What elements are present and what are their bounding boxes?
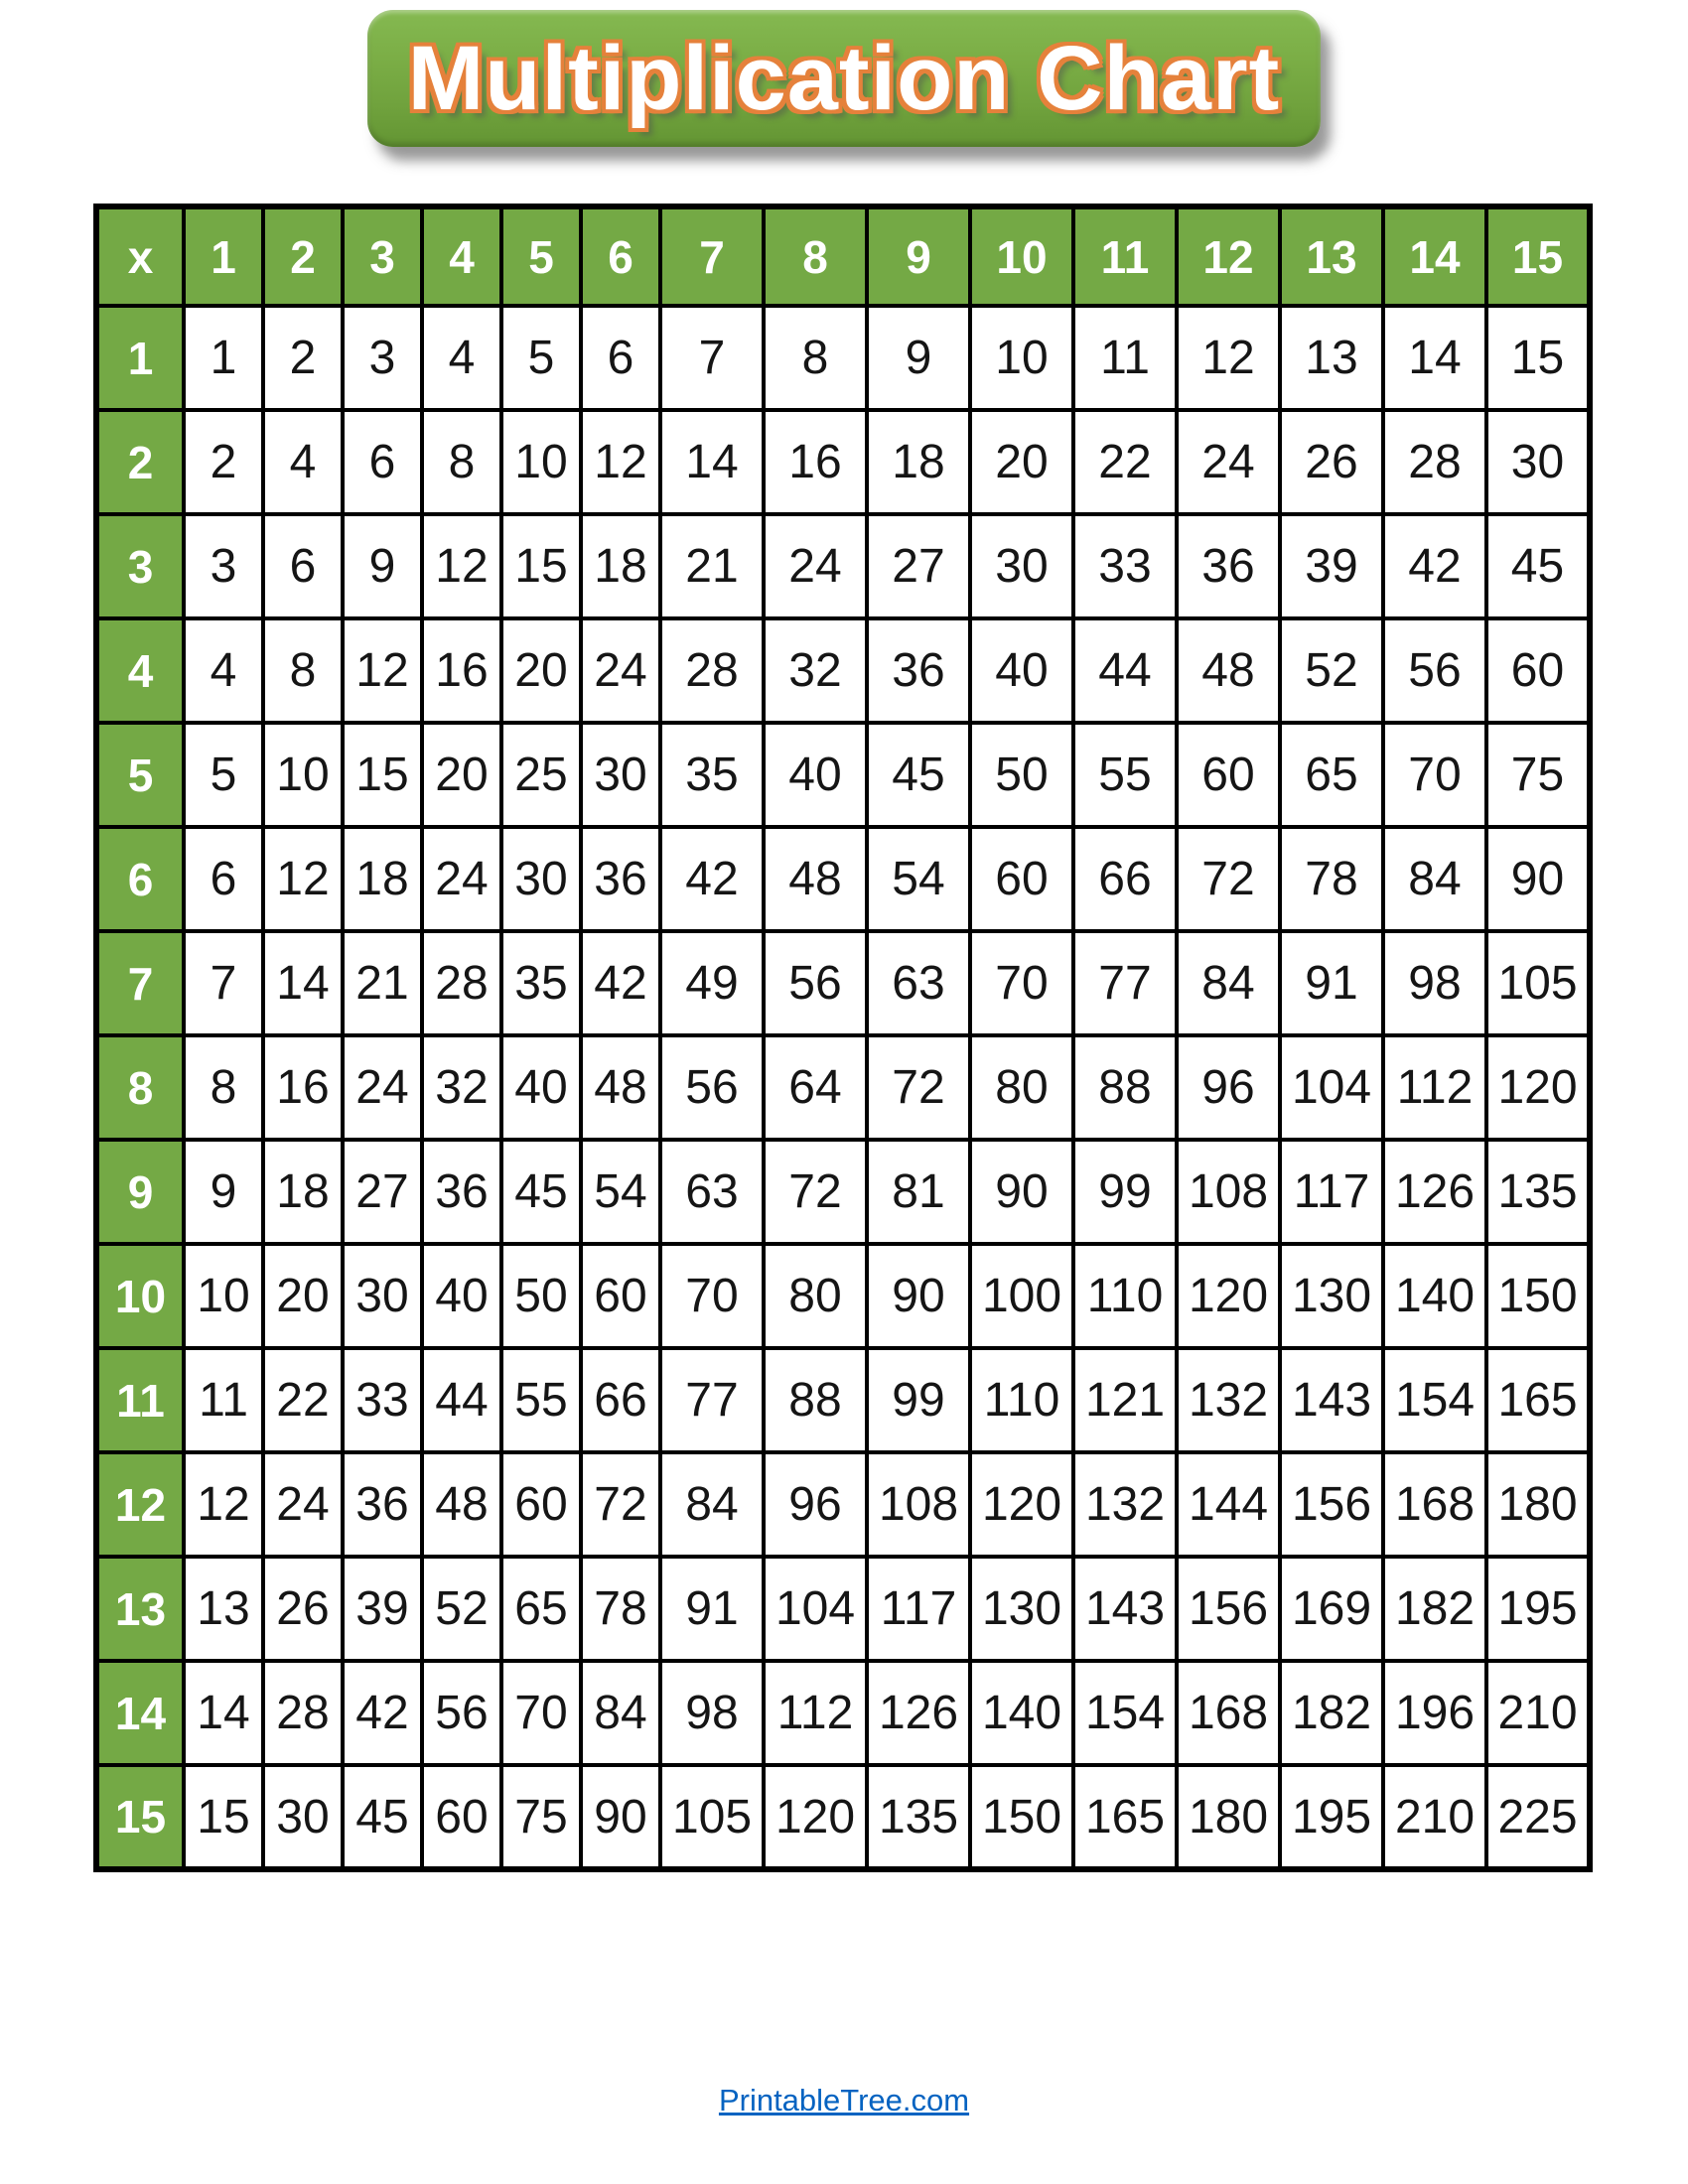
product-cell: 48 — [764, 827, 867, 931]
product-cell: 104 — [764, 1557, 867, 1661]
product-cell: 108 — [867, 1452, 970, 1557]
product-cell: 30 — [263, 1765, 343, 1869]
product-cell: 60 — [1486, 618, 1590, 723]
product-cell: 60 — [1177, 723, 1280, 827]
product-cell: 64 — [764, 1035, 867, 1140]
product-cell: 20 — [501, 618, 581, 723]
product-cell: 80 — [764, 1244, 867, 1348]
product-cell: 52 — [1280, 618, 1383, 723]
product-cell: 40 — [422, 1244, 501, 1348]
product-cell: 14 — [660, 410, 764, 514]
product-cell: 110 — [970, 1348, 1073, 1452]
product-cell: 9 — [343, 514, 422, 618]
product-cell: 3 — [184, 514, 263, 618]
product-cell: 165 — [1073, 1765, 1177, 1869]
product-cell: 66 — [1073, 827, 1177, 931]
table-row — [96, 1661, 1590, 1765]
product-cell: 24 — [422, 827, 501, 931]
product-cell: 72 — [1177, 827, 1280, 931]
product-cell: 36 — [1177, 514, 1280, 618]
product-cell: 150 — [970, 1765, 1073, 1869]
product-cell: 52 — [422, 1557, 501, 1661]
product-cell: 44 — [1073, 618, 1177, 723]
product-cell: 42 — [1383, 514, 1486, 618]
product-cell: 27 — [867, 514, 970, 618]
product-cell: 84 — [581, 1661, 660, 1765]
product-cell: 32 — [422, 1035, 501, 1140]
product-cell: 140 — [970, 1661, 1073, 1765]
product-cell: 36 — [343, 1452, 422, 1557]
product-cell: 12 — [263, 827, 343, 931]
product-cell: 7 — [660, 306, 764, 410]
product-cell: 96 — [1177, 1035, 1280, 1140]
product-cell: 24 — [263, 1452, 343, 1557]
product-cell: 210 — [1486, 1661, 1590, 1765]
column-header: 12 — [1177, 206, 1280, 306]
product-cell: 18 — [343, 827, 422, 931]
product-cell: 112 — [1383, 1035, 1486, 1140]
product-cell: 105 — [660, 1765, 764, 1869]
table-row — [96, 931, 1590, 1035]
product-cell: 98 — [660, 1661, 764, 1765]
column-header: 6 — [581, 206, 660, 306]
product-cell: 32 — [764, 618, 867, 723]
row-header: 6 — [96, 827, 184, 931]
product-cell: 26 — [1280, 410, 1383, 514]
product-cell: 26 — [263, 1557, 343, 1661]
table-row — [96, 1244, 1590, 1348]
product-cell: 96 — [764, 1452, 867, 1557]
product-cell: 75 — [501, 1765, 581, 1869]
product-cell: 182 — [1383, 1557, 1486, 1661]
header-row — [96, 206, 1590, 306]
title-banner — [0, 10, 1688, 147]
product-cell: 54 — [867, 827, 970, 931]
product-cell: 12 — [581, 410, 660, 514]
product-cell: 22 — [1073, 410, 1177, 514]
column-header: 1 — [184, 206, 263, 306]
product-cell: 70 — [660, 1244, 764, 1348]
product-cell: 14 — [184, 1661, 263, 1765]
product-cell: 100 — [970, 1244, 1073, 1348]
product-cell: 4 — [422, 306, 501, 410]
product-cell: 70 — [970, 931, 1073, 1035]
product-cell: 24 — [1177, 410, 1280, 514]
product-cell: 143 — [1073, 1557, 1177, 1661]
product-cell: 180 — [1177, 1765, 1280, 1869]
row-header: 14 — [96, 1661, 184, 1765]
multiplication-table — [93, 204, 1593, 1872]
product-cell: 6 — [184, 827, 263, 931]
product-cell: 6 — [343, 410, 422, 514]
product-cell: 105 — [1486, 931, 1590, 1035]
row-header: 2 — [96, 410, 184, 514]
product-cell: 168 — [1177, 1661, 1280, 1765]
product-cell: 169 — [1280, 1557, 1383, 1661]
product-cell: 120 — [970, 1452, 1073, 1557]
product-cell: 72 — [764, 1140, 867, 1244]
product-cell: 30 — [581, 723, 660, 827]
product-cell: 8 — [764, 306, 867, 410]
product-cell: 55 — [501, 1348, 581, 1452]
table-row — [96, 410, 1590, 514]
product-cell: 56 — [422, 1661, 501, 1765]
product-cell: 24 — [343, 1035, 422, 1140]
table-row — [96, 1557, 1590, 1661]
product-cell: 91 — [660, 1557, 764, 1661]
product-cell: 98 — [1383, 931, 1486, 1035]
product-cell: 13 — [1280, 306, 1383, 410]
product-cell: 150 — [1486, 1244, 1590, 1348]
product-cell: 132 — [1177, 1348, 1280, 1452]
product-cell: 40 — [764, 723, 867, 827]
product-cell: 14 — [1383, 306, 1486, 410]
product-cell: 78 — [1280, 827, 1383, 931]
product-cell: 72 — [581, 1452, 660, 1557]
product-cell: 140 — [1383, 1244, 1486, 1348]
table-row — [96, 1765, 1590, 1869]
product-cell: 77 — [1073, 931, 1177, 1035]
product-cell: 49 — [660, 931, 764, 1035]
product-cell: 70 — [1383, 723, 1486, 827]
table-row — [96, 723, 1590, 827]
product-cell: 3 — [343, 306, 422, 410]
product-cell: 28 — [1383, 410, 1486, 514]
product-cell: 132 — [1073, 1452, 1177, 1557]
product-cell: 104 — [1280, 1035, 1383, 1140]
product-cell: 10 — [263, 723, 343, 827]
table-row — [96, 1140, 1590, 1244]
product-cell: 81 — [867, 1140, 970, 1244]
row-header: 15 — [96, 1765, 184, 1869]
product-cell: 36 — [581, 827, 660, 931]
product-cell: 180 — [1486, 1452, 1590, 1557]
product-cell: 36 — [422, 1140, 501, 1244]
product-cell: 99 — [1073, 1140, 1177, 1244]
product-cell: 84 — [1383, 827, 1486, 931]
product-cell: 12 — [1177, 306, 1280, 410]
product-cell: 90 — [1486, 827, 1590, 931]
row-header: 11 — [96, 1348, 184, 1452]
product-cell: 13 — [184, 1557, 263, 1661]
product-cell: 24 — [764, 514, 867, 618]
product-cell: 168 — [1383, 1452, 1486, 1557]
row-header: 9 — [96, 1140, 184, 1244]
product-cell: 14 — [263, 931, 343, 1035]
product-cell: 12 — [343, 618, 422, 723]
product-cell: 156 — [1280, 1452, 1383, 1557]
product-cell: 182 — [1280, 1661, 1383, 1765]
product-cell: 143 — [1280, 1348, 1383, 1452]
product-cell: 126 — [867, 1661, 970, 1765]
product-cell: 15 — [501, 514, 581, 618]
product-cell: 21 — [343, 931, 422, 1035]
product-cell: 55 — [1073, 723, 1177, 827]
product-cell: 84 — [1177, 931, 1280, 1035]
product-cell: 91 — [1280, 931, 1383, 1035]
product-cell: 1 — [184, 306, 263, 410]
product-cell: 30 — [343, 1244, 422, 1348]
product-cell: 156 — [1177, 1557, 1280, 1661]
product-cell: 11 — [1073, 306, 1177, 410]
product-cell: 78 — [581, 1557, 660, 1661]
row-header: 8 — [96, 1035, 184, 1140]
table-row — [96, 618, 1590, 723]
product-cell: 30 — [970, 514, 1073, 618]
product-cell: 117 — [867, 1557, 970, 1661]
product-cell: 40 — [970, 618, 1073, 723]
product-cell: 24 — [581, 618, 660, 723]
product-cell: 48 — [581, 1035, 660, 1140]
page-title: Multiplication Chart — [407, 27, 1281, 129]
product-cell: 2 — [184, 410, 263, 514]
product-cell: 15 — [343, 723, 422, 827]
product-cell: 48 — [422, 1452, 501, 1557]
product-cell: 72 — [867, 1035, 970, 1140]
product-cell: 135 — [1486, 1140, 1590, 1244]
product-cell: 30 — [501, 827, 581, 931]
row-header: 5 — [96, 723, 184, 827]
product-cell: 35 — [501, 931, 581, 1035]
product-cell: 225 — [1486, 1765, 1590, 1869]
table-row — [96, 514, 1590, 618]
footer-link[interactable]: PrintableTree.com — [718, 2083, 970, 2117]
product-cell: 45 — [501, 1140, 581, 1244]
column-header: 15 — [1486, 206, 1590, 306]
product-cell: 28 — [660, 618, 764, 723]
product-cell: 65 — [1280, 723, 1383, 827]
product-cell: 84 — [660, 1452, 764, 1557]
product-cell: 165 — [1486, 1348, 1590, 1452]
product-cell: 27 — [343, 1140, 422, 1244]
product-cell: 135 — [867, 1765, 970, 1869]
product-cell: 12 — [422, 514, 501, 618]
product-cell: 7 — [184, 931, 263, 1035]
product-cell: 56 — [764, 931, 867, 1035]
column-header: 7 — [660, 206, 764, 306]
product-cell: 70 — [501, 1661, 581, 1765]
column-header: 2 — [263, 206, 343, 306]
product-cell: 50 — [501, 1244, 581, 1348]
table-row — [96, 1452, 1590, 1557]
product-cell: 210 — [1383, 1765, 1486, 1869]
footer — [0, 2083, 1688, 2118]
product-cell: 40 — [501, 1035, 581, 1140]
product-cell: 75 — [1486, 723, 1590, 827]
product-cell: 50 — [970, 723, 1073, 827]
product-cell: 63 — [660, 1140, 764, 1244]
product-cell: 16 — [263, 1035, 343, 1140]
product-cell: 117 — [1280, 1140, 1383, 1244]
product-cell: 18 — [263, 1140, 343, 1244]
corner-cell: x — [96, 206, 184, 306]
table-row — [96, 1035, 1590, 1140]
product-cell: 112 — [764, 1661, 867, 1765]
product-cell: 90 — [867, 1244, 970, 1348]
product-cell: 20 — [970, 410, 1073, 514]
product-cell: 16 — [764, 410, 867, 514]
column-header: 14 — [1383, 206, 1486, 306]
product-cell: 33 — [343, 1348, 422, 1452]
product-cell: 20 — [422, 723, 501, 827]
product-cell: 99 — [867, 1348, 970, 1452]
product-cell: 90 — [581, 1765, 660, 1869]
product-cell: 22 — [263, 1348, 343, 1452]
product-cell: 21 — [660, 514, 764, 618]
product-cell: 120 — [1486, 1035, 1590, 1140]
product-cell: 90 — [970, 1140, 1073, 1244]
product-cell: 196 — [1383, 1661, 1486, 1765]
product-cell: 54 — [581, 1140, 660, 1244]
product-cell: 8 — [184, 1035, 263, 1140]
product-cell: 60 — [501, 1452, 581, 1557]
product-cell: 45 — [867, 723, 970, 827]
product-cell: 60 — [422, 1765, 501, 1869]
row-header: 3 — [96, 514, 184, 618]
product-cell: 154 — [1073, 1661, 1177, 1765]
product-cell: 20 — [263, 1244, 343, 1348]
product-cell: 18 — [581, 514, 660, 618]
product-cell: 4 — [263, 410, 343, 514]
product-cell: 56 — [1383, 618, 1486, 723]
product-cell: 8 — [263, 618, 343, 723]
product-cell: 9 — [867, 306, 970, 410]
product-cell: 121 — [1073, 1348, 1177, 1452]
product-cell: 15 — [184, 1765, 263, 1869]
product-cell: 25 — [501, 723, 581, 827]
product-cell: 195 — [1486, 1557, 1590, 1661]
product-cell: 42 — [581, 931, 660, 1035]
product-cell: 39 — [1280, 514, 1383, 618]
product-cell: 10 — [184, 1244, 263, 1348]
row-header: 4 — [96, 618, 184, 723]
product-cell: 45 — [343, 1765, 422, 1869]
product-cell: 130 — [1280, 1244, 1383, 1348]
product-cell: 144 — [1177, 1452, 1280, 1557]
product-cell: 63 — [867, 931, 970, 1035]
product-cell: 42 — [660, 827, 764, 931]
row-header: 10 — [96, 1244, 184, 1348]
column-header: 5 — [501, 206, 581, 306]
product-cell: 56 — [660, 1035, 764, 1140]
product-cell: 35 — [660, 723, 764, 827]
column-header: 9 — [867, 206, 970, 306]
product-cell: 48 — [1177, 618, 1280, 723]
product-cell: 33 — [1073, 514, 1177, 618]
product-cell: 66 — [581, 1348, 660, 1452]
title-banner-button — [367, 10, 1321, 147]
product-cell: 16 — [422, 618, 501, 723]
product-cell: 126 — [1383, 1140, 1486, 1244]
product-cell: 6 — [263, 514, 343, 618]
product-cell: 60 — [581, 1244, 660, 1348]
row-header: 13 — [96, 1557, 184, 1661]
product-cell: 18 — [867, 410, 970, 514]
product-cell: 2 — [263, 306, 343, 410]
product-cell: 39 — [343, 1557, 422, 1661]
product-cell: 65 — [501, 1557, 581, 1661]
product-cell: 4 — [184, 618, 263, 723]
product-cell: 42 — [343, 1661, 422, 1765]
product-cell: 6 — [581, 306, 660, 410]
product-cell: 11 — [184, 1348, 263, 1452]
product-cell: 80 — [970, 1035, 1073, 1140]
column-header: 10 — [970, 206, 1073, 306]
product-cell: 10 — [970, 306, 1073, 410]
product-cell: 5 — [501, 306, 581, 410]
product-cell: 110 — [1073, 1244, 1177, 1348]
product-cell: 88 — [764, 1348, 867, 1452]
column-header: 4 — [422, 206, 501, 306]
table-row — [96, 1348, 1590, 1452]
product-cell: 28 — [263, 1661, 343, 1765]
table-row — [96, 827, 1590, 931]
column-header: 11 — [1073, 206, 1177, 306]
product-cell: 45 — [1486, 514, 1590, 618]
table-row — [96, 306, 1590, 410]
row-header: 12 — [96, 1452, 184, 1557]
product-cell: 154 — [1383, 1348, 1486, 1452]
product-cell: 5 — [184, 723, 263, 827]
product-cell: 77 — [660, 1348, 764, 1452]
product-cell: 60 — [970, 827, 1073, 931]
product-cell: 88 — [1073, 1035, 1177, 1140]
product-cell: 9 — [184, 1140, 263, 1244]
column-header: 8 — [764, 206, 867, 306]
product-cell: 8 — [422, 410, 501, 514]
product-cell: 28 — [422, 931, 501, 1035]
row-header: 7 — [96, 931, 184, 1035]
column-header: 3 — [343, 206, 422, 306]
product-cell: 120 — [1177, 1244, 1280, 1348]
product-cell: 30 — [1486, 410, 1590, 514]
product-cell: 36 — [867, 618, 970, 723]
column-header: 13 — [1280, 206, 1383, 306]
product-cell: 130 — [970, 1557, 1073, 1661]
product-cell: 120 — [764, 1765, 867, 1869]
product-cell: 12 — [184, 1452, 263, 1557]
product-cell: 108 — [1177, 1140, 1280, 1244]
row-header: 1 — [96, 306, 184, 410]
product-cell: 15 — [1486, 306, 1590, 410]
product-cell: 10 — [501, 410, 581, 514]
product-cell: 195 — [1280, 1765, 1383, 1869]
product-cell: 44 — [422, 1348, 501, 1452]
